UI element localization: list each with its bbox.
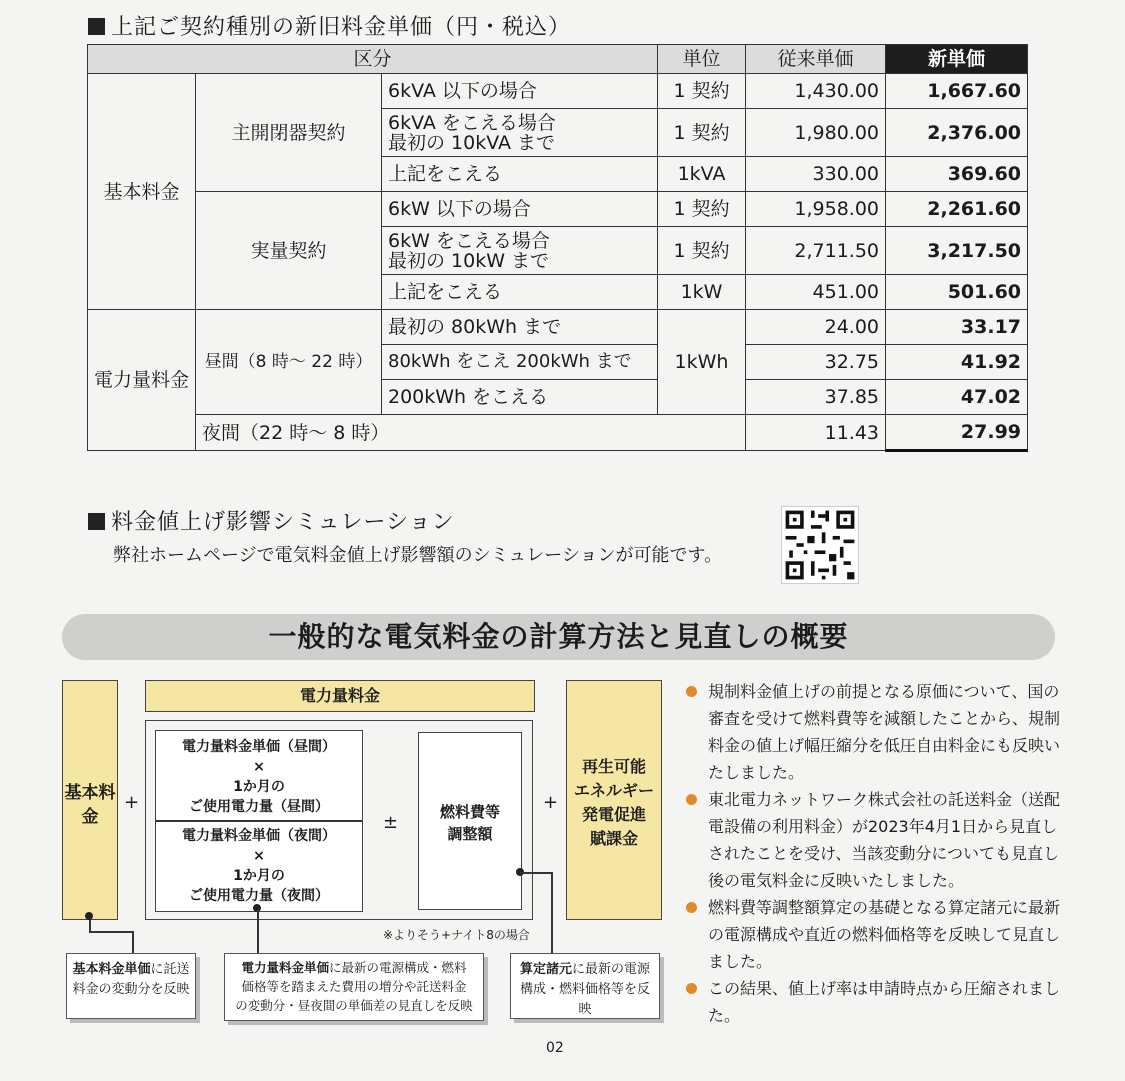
- connector-line: [257, 910, 259, 954]
- header-new: 新単価: [886, 45, 1028, 74]
- row-old: 1,980.00: [746, 109, 886, 157]
- subgroup-night: 夜間（22 時～ 8 時）: [196, 415, 746, 451]
- row-unit: 1kW: [658, 275, 746, 310]
- row-old: 24.00: [746, 310, 886, 345]
- simulation-subtitle: 弊社ホームページで電気料金値上げ影響額のシミュレーションが可能です。: [113, 545, 723, 566]
- row-new: 41.92: [886, 345, 1028, 380]
- overview-banner: 一般的な電気料金の計算方法と見直しの概要: [62, 614, 1055, 660]
- row-unit: 1 契約: [658, 227, 746, 275]
- section-title-simulation: 料金値上げ影響シミュレーション: [88, 505, 455, 536]
- row-label: 上記をこえる: [382, 275, 658, 310]
- header-category: 区分: [88, 45, 658, 74]
- plusminus-operator: ±: [383, 812, 399, 833]
- row-new: 369.60: [886, 157, 1028, 192]
- plus-operator: +: [124, 792, 140, 813]
- header-old: 従来単価: [746, 45, 886, 74]
- row-unit: 1 契約: [658, 109, 746, 157]
- connector-line: [132, 931, 134, 953]
- table-row: [88, 192, 1028, 227]
- note-box-fuel: 算定諸元に最新の電源 構成・燃料価格等を反映: [510, 953, 660, 1019]
- row-old: 330.00: [746, 157, 886, 192]
- subgroup-actual: 実量契約: [196, 192, 382, 310]
- subgroup-breaker: 主開閉器契約: [196, 74, 382, 192]
- row-old: 11.43: [746, 415, 886, 451]
- row-new: 33.17: [886, 310, 1028, 345]
- section-title-rates: 上記ご契約種別の新旧料金単価（円・税込）: [88, 10, 571, 41]
- table-row: [88, 415, 1028, 451]
- row-label: 6kVA をこえる場合 最初の 10kVA まで: [382, 109, 658, 157]
- row-old: 2,711.50: [746, 227, 886, 275]
- row-unit: 1 契約: [658, 74, 746, 109]
- row-old: 1,430.00: [746, 74, 886, 109]
- group-basic: 基本料金: [88, 74, 196, 310]
- note-box-basic: 基本料金単価に託送 料金の変動分を反映: [66, 953, 196, 1019]
- energy-charge-header: 電力量料金: [145, 680, 535, 712]
- bullet-item: 東北電力ネットワーク株式会社の託送料金（送配電設備の利用料金）が2023年4月1日から見直しされたことを受け、当該変動分についても見直し後の電気料金に反映いたしました。: [686, 786, 1066, 894]
- qr-code-icon: [782, 507, 858, 583]
- row-old: 37.85: [746, 380, 886, 415]
- row-unit: 1 契約: [658, 192, 746, 227]
- header-unit: 単位: [658, 45, 746, 74]
- bullet-item: この結果、値上げ率は申請時点から圧縮されました。: [686, 975, 1066, 1029]
- explanation-bullets: [686, 678, 1066, 1029]
- qr-code[interactable]: [781, 506, 859, 584]
- row-new: 2,376.00: [886, 109, 1028, 157]
- energy-unit: 1kWh: [658, 310, 746, 415]
- bullet-item: 燃料費等調整額算定の基礎となる算定諸元に最新の電源構成や直近の燃料価格等を反映して見直しました。: [686, 894, 1066, 975]
- table-row: [88, 74, 1028, 109]
- renewable-levy-box: 再生可能 エネルギー 発電促進 賦課金: [566, 680, 662, 920]
- row-new: 47.02: [886, 380, 1028, 415]
- row-label: 最初の 80kWh まで: [382, 310, 658, 345]
- plan-note: ※よりそう+ナイト8の場合: [383, 928, 530, 942]
- square-bullet-icon: [88, 513, 105, 530]
- row-label: 6kW 以下の場合: [382, 192, 658, 227]
- formula-divider: [156, 820, 362, 822]
- square-bullet-icon: [88, 18, 105, 35]
- connector-dot: [85, 912, 93, 920]
- row-label: 6kVA 以下の場合: [382, 74, 658, 109]
- row-new: 2,261.60: [886, 192, 1028, 227]
- row-new: 501.60: [886, 275, 1028, 310]
- row-label: 上記をこえる: [382, 157, 658, 192]
- page-number: 02: [546, 1040, 564, 1056]
- row-old: 32.75: [746, 345, 886, 380]
- subgroup-daytime: 昼間（8 時～ 22 時）: [196, 310, 382, 415]
- row-label: 6kW をこえる場合 最初の 10kW まで: [382, 227, 658, 275]
- row-label: 200kWh をこえる: [382, 380, 658, 415]
- table-header-row: [88, 45, 1028, 74]
- row-new: 27.99: [886, 415, 1028, 451]
- rates-table: [87, 44, 1028, 452]
- night-formula: 電力量料金単価（夜間） × 1か月の ご使用電力量（夜間）: [182, 828, 336, 904]
- day-formula: 電力量料金単価（昼間） × 1か月の ご使用電力量（昼間）: [182, 739, 336, 815]
- group-energy: 電力量料金: [88, 310, 196, 451]
- connector-line: [520, 872, 552, 874]
- table-row: [88, 310, 1028, 345]
- note-box-energy: 電力量料金単価に最新の電源構成・燃料 価格等を踏まえた費用の増分や託送料金 の変動分・昼夜間の単価差の見直しを反映: [224, 953, 484, 1021]
- basic-charge-box: 基本料金: [62, 680, 118, 920]
- connector-line: [551, 872, 553, 954]
- row-unit: 1kVA: [658, 157, 746, 192]
- row-new: 1,667.60: [886, 74, 1028, 109]
- row-old: 1,958.00: [746, 192, 886, 227]
- bullet-item: 規制料金値上げの前提となる原価について、国の審査を受けて燃料費等を減額したことから、規制料金の値上げ幅圧縮分を低圧自由料金にも反映いたしました。: [686, 678, 1066, 786]
- connector-line: [89, 931, 133, 933]
- fuel-adjustment-box: 燃料費等 調整額: [418, 732, 522, 910]
- row-label: 80kWh をこえ 200kWh まで: [382, 345, 658, 380]
- plus-operator-2: +: [543, 792, 559, 813]
- row-new: 3,217.50: [886, 227, 1028, 275]
- row-old: 451.00: [746, 275, 886, 310]
